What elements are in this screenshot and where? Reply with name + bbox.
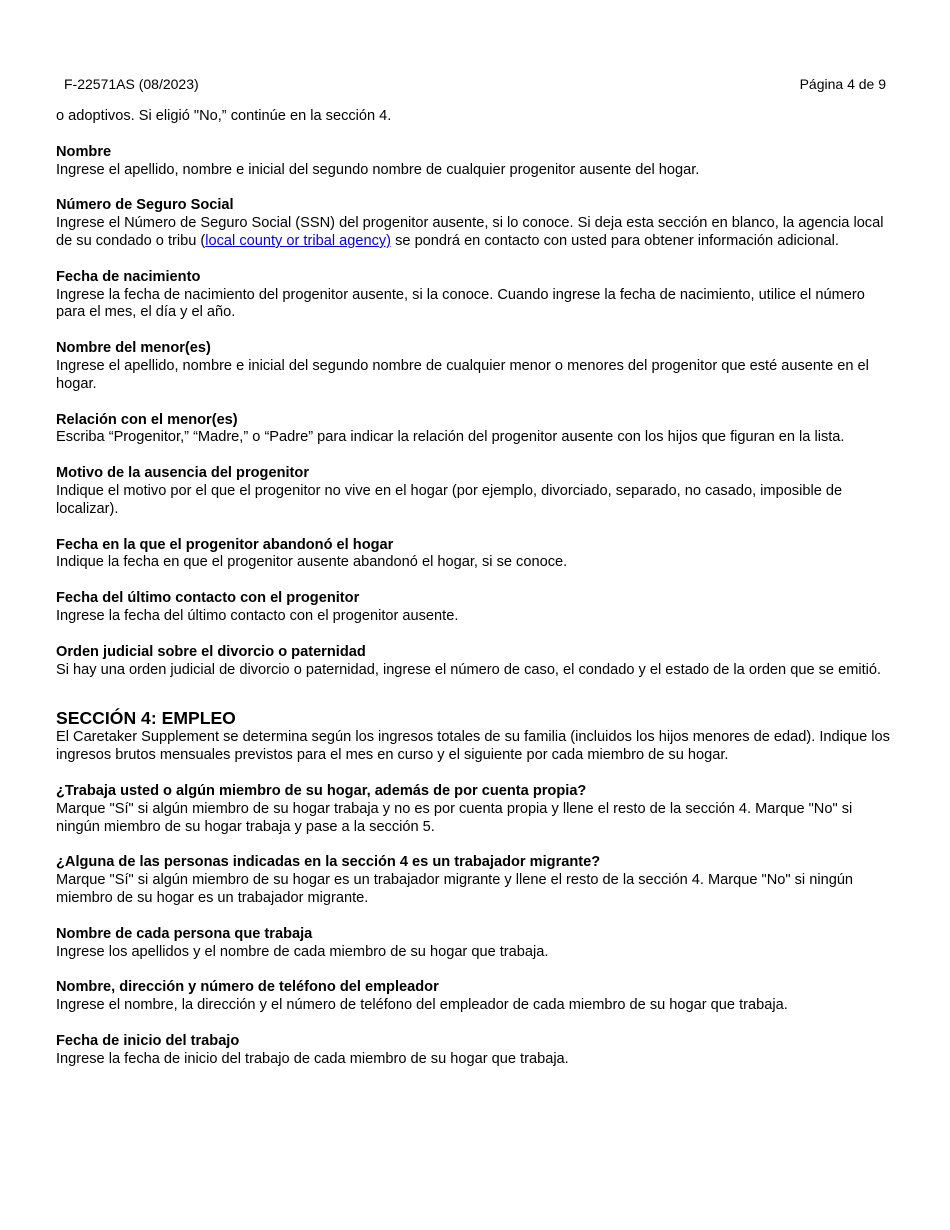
section-4-title: SECCIÓN 4: EMPLEO — [56, 708, 236, 729]
page-number: Página 4 de 9 — [799, 76, 886, 92]
item-text: Ingrese la fecha de inicio del trabajo de cada miembro de su hogar que trabaja. — [56, 1050, 569, 1067]
item-heading: Nombre del menor(es) — [56, 340, 211, 357]
item-text: Escriba “Progenitor,” “Madre,” o “Padre” para indicar la relación del progenitor ausente con los hijos que figuran en la lista. — [56, 429, 845, 446]
item-text: Ingrese la fecha de nacimiento del progenitor ausente, si la conoce. Cuando ingrese la fecha de nacimiento, utilice el número para el mes, el día y el año. — [56, 286, 865, 321]
item-heading: Motivo de la ausencia del progenitor — [56, 465, 310, 482]
item-nombre — [56, 144, 896, 180]
item-orden-judicial — [56, 644, 896, 680]
item-heading: Nombre, dirección y número de teléfono del empleador — [56, 979, 439, 996]
item-ssn — [56, 197, 896, 250]
item-heading: Fecha del último contacto con el progenitor — [56, 590, 360, 607]
item-fecha-abandono — [56, 537, 896, 573]
document-body — [56, 108, 896, 1068]
ssn-text-after: se pondrá en contacto con usted para obtener información adicional. — [391, 232, 839, 249]
item-text: Ingrese el apellido, nombre e inicial del segundo nombre de cualquier progenitor ausente del hogar. — [56, 161, 700, 178]
page-header — [64, 75, 886, 93]
item-text — [56, 215, 896, 251]
item-heading: Nombre de cada persona que trabaja — [56, 925, 313, 942]
item-text: Indique la fecha en que el progenitor ausente abandonó el hogar, si se conoce. — [56, 554, 568, 571]
continuation-text: o adoptivos. Si eligió "No,” continúe en la sección 4. — [56, 108, 392, 124]
item-heading: Orden judicial sobre el divorcio o paternidad — [56, 643, 366, 660]
item-motivo — [56, 465, 896, 518]
item-heading: ¿Trabaja usted o algún miembro de su hogar, además de por cuenta propia? — [56, 782, 587, 799]
item-ultimo-contacto — [56, 590, 896, 626]
form-id: F-22571AS (08/2023) — [64, 76, 199, 92]
item-text: Marque "Sí" si algún miembro de su hogar es un trabajador migrante y llene el resto de la sección 4. Marque "No" si ningún miembro de su hogar es un trabajador migrante. — [56, 872, 854, 906]
item-heading: Fecha de nacimiento — [56, 268, 201, 285]
item-text: Marque "Sí" si algún miembro de su hogar trabaja y no es por cuenta propia y llene el resto de la sección 4. Marque "No" si ningún miembro de su hogar trabaja y pase a la sección 5. — [56, 800, 853, 835]
item-heading: ¿Alguna de las personas indicadas en la sección 4 es un trabajador migrante? — [56, 854, 601, 871]
item-heading: Fecha en la que el progenitor abandonó el hogar — [56, 536, 394, 553]
item-heading: Fecha de inicio del trabajo — [56, 1032, 240, 1049]
item-migrante — [56, 854, 896, 907]
section-4-intro: El Caretaker Supplement se determina según los ingresos totales de su familia (incluidos los hijos menores de edad). Indique los ingresos brutos mensuales previstos para el mes en curso y el siguiente por cada miembro de su hogar. — [56, 729, 890, 764]
item-empleador — [56, 979, 896, 1015]
item-text: Ingrese la fecha del último contacto con el progenitor ausente. — [56, 607, 459, 624]
item-heading: Nombre — [56, 143, 112, 160]
item-nombre-menor — [56, 340, 896, 393]
item-heading: Relación con el menor(es) — [56, 411, 238, 428]
item-nombre-persona — [56, 926, 896, 962]
ssn-text-before: Ingrese el Número de Seguro Social (SSN) del progenitor ausente, si lo conoce. Si deja esta sección en blanco, la agencia local de su condado o tribu ( — [56, 215, 884, 249]
item-inicio — [56, 1033, 896, 1069]
item-trabaja — [56, 783, 896, 836]
item-text: Ingrese el nombre, la dirección y el número de teléfono del empleador de cada miembro de su hogar que trabaja. — [56, 997, 788, 1014]
item-relacion — [56, 412, 896, 448]
local-agency-link[interactable]: local county or tribal agency) — [205, 232, 392, 249]
item-text: Ingrese el apellido, nombre e inicial del segundo nombre de cualquier menor o menores del progenitor que esté ausente en el hogar. — [56, 357, 869, 392]
item-text: Ingrese los apellidos y el nombre de cada miembro de su hogar que trabaja. — [56, 943, 549, 960]
item-text: Si hay una orden judicial de divorcio o paternidad, ingrese el número de caso, el condado y el estado de la orden que se emitió. — [56, 661, 882, 678]
item-heading: Número de Seguro Social — [56, 197, 234, 214]
item-fecha-nacimiento — [56, 269, 896, 322]
item-text: Indique el motivo por el que el progenitor no vive en el hogar (por ejemplo, divorciado, separado, no casado, imposible de localizar). — [56, 482, 843, 517]
